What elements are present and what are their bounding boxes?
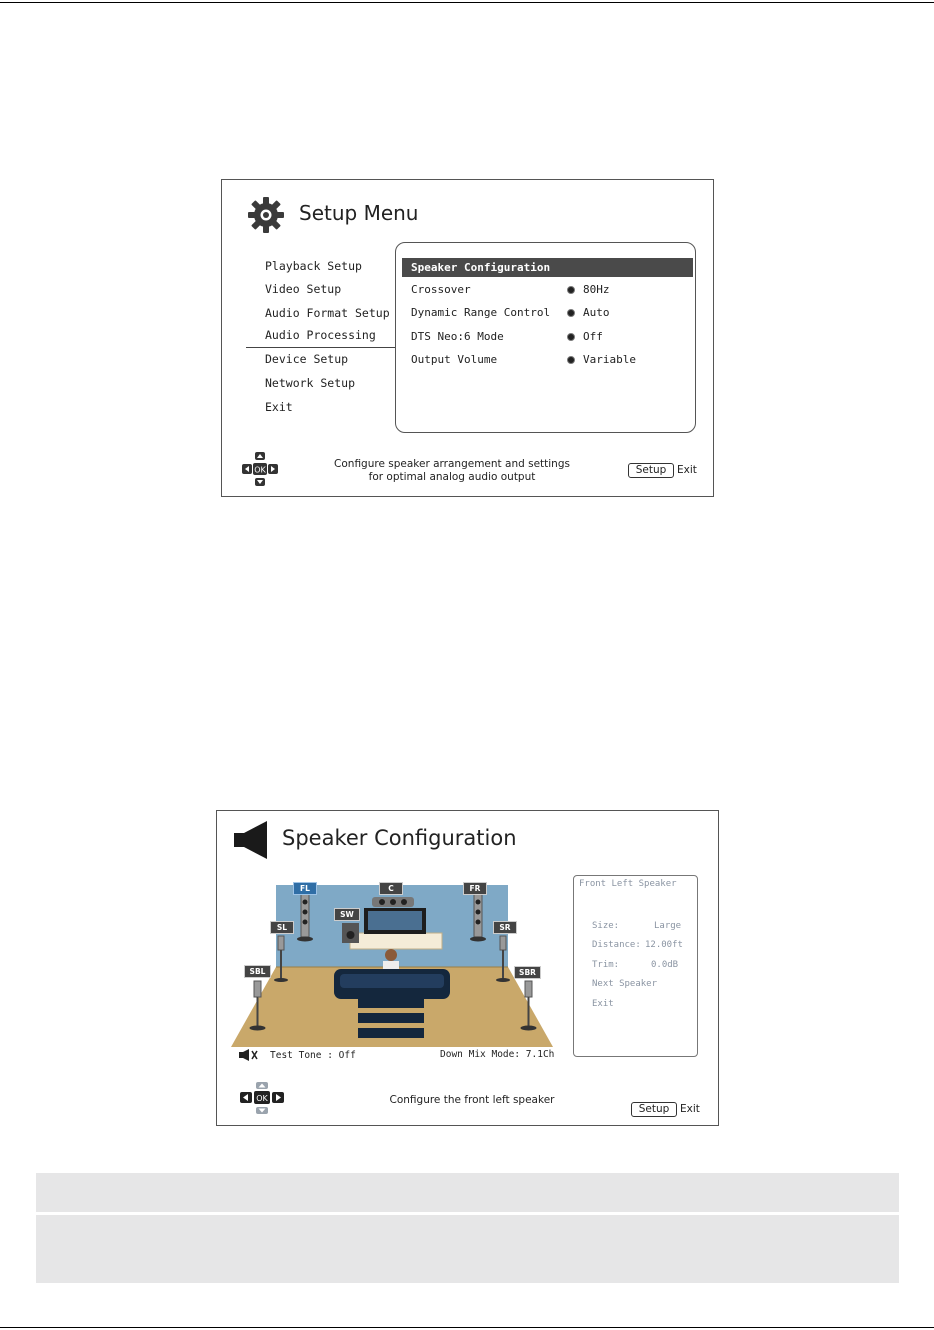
submenu-panel [395,242,696,433]
submenu-value-output-volume: Variable [583,353,636,366]
option-bullet-icon [567,356,575,364]
menu-item-playback-setup[interactable]: Playback Setup [265,259,362,273]
submenu-label-crossover[interactable]: Crossover [411,283,471,296]
top-rule [0,2,934,3]
menu-item-audio-processing[interactable]: Audio Processing [265,328,376,342]
speaker-tag-c[interactable]: C [379,882,403,895]
gray-table-row [36,1215,899,1283]
speaker-tag-fl[interactable]: FL [293,882,317,895]
speaker-tag-sbr[interactable]: SBR [514,966,541,979]
option-bullet-icon [567,286,575,294]
test-tone-status[interactable]: Test Tone : Off [270,1050,356,1061]
submenu-value-dts-neo6: Off [583,330,603,343]
info-exit-button[interactable]: Exit [592,999,614,1009]
speaker-tag-sl[interactable]: SL [270,921,294,934]
option-bullet-icon [567,309,575,317]
distance-value[interactable]: 12.00ft [645,940,683,950]
nav-pad-icon [239,1081,285,1115]
ok-label: OK [256,1094,268,1103]
submenu-label-output-volume[interactable]: Output Volume [411,353,498,366]
help-text-line1: Configure speaker arrangement and settings [334,458,570,470]
menu-item-video-setup[interactable]: Video Setup [265,282,342,296]
trim-label: Trim: [592,960,620,970]
speaker-config-panel [216,810,719,1126]
ok-label: OK [254,465,266,475]
next-speaker-button[interactable]: Next Speaker [592,979,658,989]
exit-label[interactable]: Exit [680,1103,700,1115]
submenu-header-speaker-configuration[interactable]: Speaker Configuration [402,258,693,277]
setup-menu-panel [221,179,714,497]
submenu-value-dynamic-range: Auto [583,306,610,319]
speaker-tag-sr[interactable]: SR [493,921,517,934]
gray-table-header [36,1173,899,1212]
nav-pad-icon [241,451,281,487]
speaker-info-panel [573,875,698,1057]
page-title: Speaker Configuration [282,826,517,850]
option-bullet-icon [567,333,575,341]
menu-item-device-setup[interactable]: Device Setup [265,352,349,366]
speaker-tag-sw[interactable]: SW [334,908,360,921]
menu-selection-line [246,347,396,348]
help-text: Configure the front left speaker [389,1094,555,1106]
menu-item-exit[interactable]: Exit [265,400,293,414]
speaker-tag-fr[interactable]: FR [463,882,487,895]
gear-icon [247,196,285,234]
size-label: Size: [592,921,620,931]
setup-key-button[interactable]: Setup [628,463,674,478]
submenu-label-dynamic-range[interactable]: Dynamic Range Control [411,306,551,319]
submenu-label-dts-neo6[interactable]: DTS Neo:6 Mode [411,330,504,343]
room-illustration [231,875,553,1047]
bottom-rule [0,1327,934,1328]
exit-label[interactable]: Exit [677,464,697,476]
distance-label: Distance: [592,940,641,950]
speaker-icon [233,820,271,860]
submenu-value-crossover: 80Hz [583,283,610,296]
page-title: Setup Menu [299,201,419,225]
mute-icon [238,1048,260,1062]
down-mix-status: Down Mix Mode: 7.1Ch [440,1049,555,1060]
speaker-tag-sbl[interactable]: SBL [244,965,271,978]
menu-item-audio-format-setup[interactable]: Audio Format Setup [265,306,390,320]
trim-value[interactable]: 0.0dB [651,960,679,970]
size-value[interactable]: Large [654,921,682,931]
menu-item-network-setup[interactable]: Network Setup [265,376,356,390]
help-text-line2: for optimal analog audio output [368,471,536,483]
setup-key-button[interactable]: Setup [631,1102,677,1117]
info-panel-header: Front Left Speaker [579,879,677,889]
